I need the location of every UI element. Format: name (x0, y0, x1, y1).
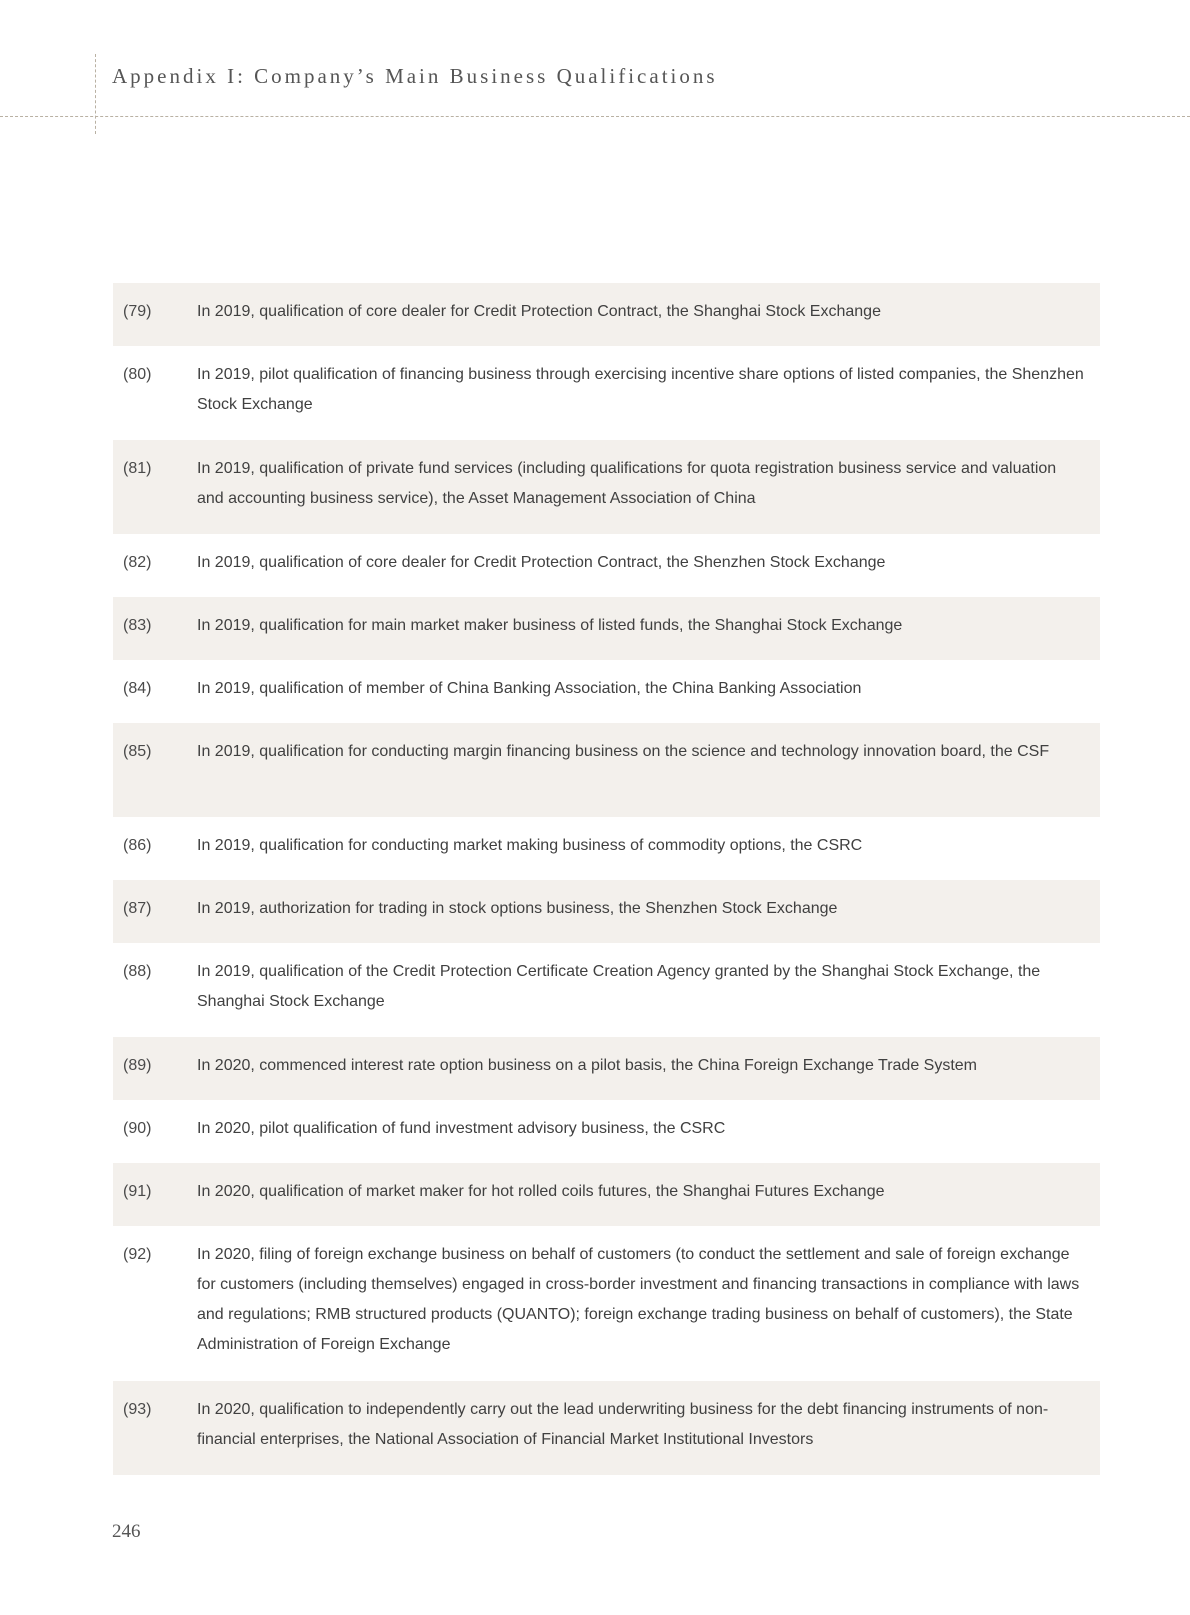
header-vertical-rule (95, 54, 96, 134)
row-text: In 2019, qualification for conducting market making business of commodity options, the CSRC (197, 837, 863, 854)
table-row (113, 346, 1100, 440)
table-row (113, 1226, 1100, 1381)
table-row (113, 1163, 1100, 1226)
table-row (113, 660, 1100, 723)
table-row (113, 880, 1100, 943)
row-number: (81) (123, 460, 152, 477)
row-text: In 2019, qualification of the Credit Protection Certificate Creation Agency granted by the Shanghai Stock Exchange, the Shanghai Stock Exchange (197, 963, 1041, 1010)
row-text: In 2019, qualification of private fund services (including qualifications for quota registration business service and valuation and accounting business service), the Asset Management Association of China (197, 460, 1057, 507)
row-number: (80) (123, 366, 152, 383)
row-text: In 2020, filing of foreign exchange business on behalf of customers (to conduct the settlement and sale of foreign exchange for customers (including themselves) engaged in cross-border investment and financing transactions in compliance with laws and regulations; RMB structured products (QUANTO); foreign exchange trading business on behalf of customers), the State Administration of Foreign Exchange (197, 1246, 1080, 1353)
header-horizontal-rule (0, 116, 1190, 117)
row-text: In 2019, qualification for main market maker business of listed funds, the Shanghai Stock Exchange (197, 617, 903, 634)
row-number: (93) (123, 1401, 152, 1418)
page-number: 246 (112, 1521, 141, 1542)
row-text: In 2020, qualification to independently carry out the lead underwriting business for the debt financing instruments of non-financial enterprises, the National Association of Financial Market Institutional Investors (197, 1401, 1049, 1448)
table-row (113, 943, 1100, 1037)
table-row (113, 1037, 1100, 1100)
table-row (113, 597, 1100, 660)
table-row (113, 283, 1100, 346)
row-number: (82) (123, 554, 152, 571)
table-row (113, 440, 1100, 534)
row-number: (91) (123, 1183, 152, 1200)
qualifications-table (113, 283, 1100, 1475)
row-number: (84) (123, 680, 152, 697)
row-number: (79) (123, 303, 152, 320)
table-row (113, 1100, 1100, 1163)
row-number: (89) (123, 1057, 152, 1074)
row-number: (87) (123, 900, 152, 917)
row-text: In 2019, authorization for trading in stock options business, the Shenzhen Stock Exchange (197, 900, 838, 917)
table-row (113, 817, 1100, 880)
row-number: (92) (123, 1246, 152, 1263)
row-text: In 2019, qualification for conducting margin financing business on the science and technology innovation board, the CSF (197, 743, 1050, 760)
row-text: In 2019, pilot qualification of financing business through exercising incentive share options of listed companies, the Shenzhen Stock Exchange (197, 366, 1084, 413)
row-text: In 2020, qualification of market maker for hot rolled coils futures, the Shanghai Futures Exchange (197, 1183, 885, 1200)
row-number: (88) (123, 963, 152, 980)
row-text: In 2019, qualification of member of China Banking Association, the China Banking Association (197, 680, 862, 697)
row-text: In 2020, commenced interest rate option business on a pilot basis, the China Foreign Exchange Trade System (197, 1057, 977, 1074)
row-number: (83) (123, 617, 152, 634)
row-number: (90) (123, 1120, 152, 1137)
row-text: In 2020, pilot qualification of fund investment advisory business, the CSRC (197, 1120, 726, 1137)
row-number: (85) (123, 743, 152, 760)
row-text: In 2019, qualification of core dealer for Credit Protection Contract, the Shenzhen Stock Exchange (197, 554, 886, 571)
row-text: In 2019, qualification of core dealer for Credit Protection Contract, the Shanghai Stock Exchange (197, 303, 881, 320)
page-title: Appendix I: Company’s Main Business Qualifications (112, 64, 718, 88)
table-row (113, 534, 1100, 597)
table-row (113, 1381, 1100, 1475)
row-number: (86) (123, 837, 152, 854)
table-row (113, 723, 1100, 817)
